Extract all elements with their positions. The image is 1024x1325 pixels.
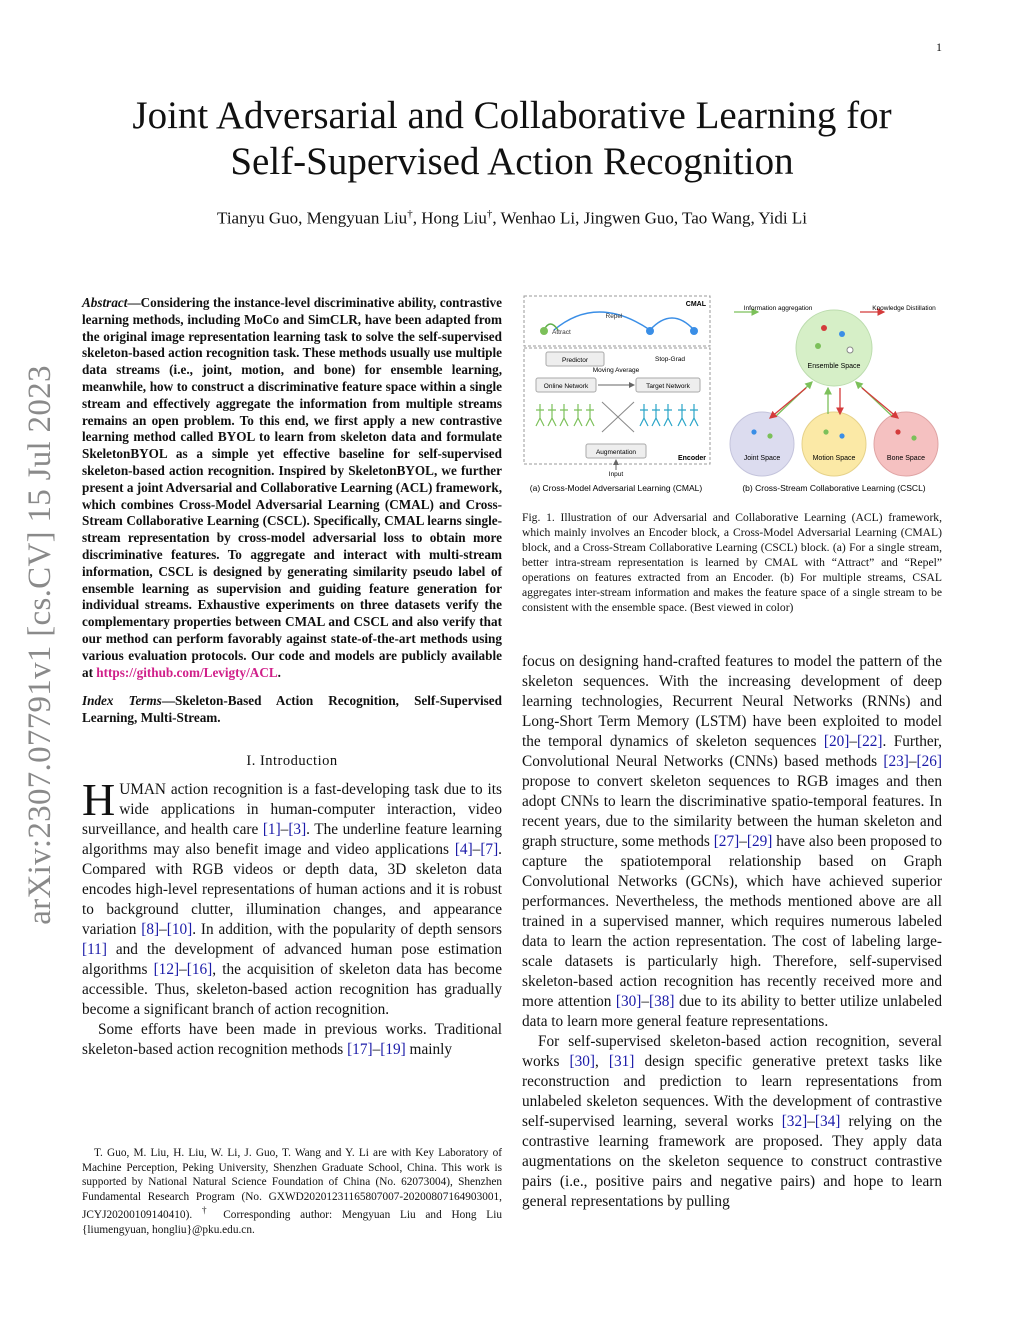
intro-paragraph-2 <box>82 1020 502 1060</box>
moving-average-label: Moving Average <box>592 367 640 374</box>
text-run: propose to convert skeleton sequences to RGB images and then adopt CNNs to learn the discriminative spatio-temporal features. In recent years, due to the similarity between the human skeleton and graph structure, some methods <box>522 773 942 850</box>
citation-link[interactable]: [19] <box>380 1040 406 1058</box>
skeleton-sequence-left <box>536 404 594 426</box>
text-run: UMAN action recognition is a fast-developing task due to its wide applications in human-computer interaction, video surveillance, and health care <box>82 780 502 838</box>
citation-link[interactable]: [4] <box>454 840 473 858</box>
text-run: – <box>472 840 481 858</box>
citation-link[interactable]: [38] <box>649 993 675 1010</box>
distillation-arrow <box>770 388 806 418</box>
bone-space-label: Bone Space <box>886 455 926 462</box>
text-run: For self-supervised skeleton-based action recognition, several works <box>522 1033 942 1070</box>
dagger-mark: † <box>486 208 493 220</box>
joint-space-label: Joint Space <box>743 455 781 462</box>
page-number: 1 <box>936 40 942 54</box>
subcaption-b: (b) Cross-Stream Collaborative Learning (CSCL) <box>742 483 926 493</box>
feature-dot <box>847 347 853 353</box>
text-run: – <box>372 1040 381 1058</box>
knowledge-distillation-legend: Knowledge Distillation <box>872 305 936 312</box>
text-run: focus on designing hand-crafted features to model the pattern of the skeleton sequences. With the increasing development of deep learning technologies, Recurrent Neural Networks (RNNs) and Long-Short Term Memory (LSTM) have been exploited to model the temporal dynamics of skeleton sequences <box>522 653 942 750</box>
text-run: mainly <box>405 1040 453 1058</box>
text-run: , the acquisition of skeleton data has become accessible. Thus, skeleton-based action recognition has gradually become a significant branch of action recognition. <box>82 960 502 1018</box>
feature-dot <box>839 331 845 337</box>
citation-link[interactable]: [3] <box>288 820 307 838</box>
citation-link[interactable]: [11] <box>82 940 107 958</box>
citation-link[interactable]: [31] <box>608 1053 635 1070</box>
joint-space-circle <box>730 412 794 476</box>
citation-link[interactable]: [16] <box>186 960 213 978</box>
text-run: – <box>179 960 187 978</box>
motion-space-circle <box>802 412 866 476</box>
feature-node <box>540 327 548 335</box>
text-run: and the development of advanced human pose estimation algorithms <box>82 940 502 978</box>
text-run: due to its ability to better utilize unlabeled data to learn more general feature representations. <box>522 993 942 1030</box>
stop-grad-label: Stop-Grad <box>655 356 685 363</box>
citation-link[interactable]: [26] <box>916 753 942 770</box>
repel-label: Repel <box>605 313 623 320</box>
text-run: design specific generative pretext tasks like reconstruction and prediction to learn representations from unlabeled skeleton sequences. With the development of contrastive self-supervised learning, several works <box>522 1053 942 1130</box>
text-run: – <box>807 1113 815 1130</box>
authors-part-1: Tianyu Guo, Mengyuan Liu <box>217 208 408 228</box>
footnote-text: T. Guo, M. Liu, H. Liu, W. Li, J. Guo, T. Wang and Y. Li are with Key Laboratory of Machine Perception, Peking University, Shenzhen Graduate School, China. This work is supported by National Natural Science Foundation of China (No. 62073004), Shenzhen Fundamental Research Program (No. GXWD20201231165807007-20200807164903001, JCYJ20200109140410). <box>82 1147 502 1222</box>
feature-node <box>646 327 654 335</box>
section-heading: I. Introduction <box>246 752 338 769</box>
encoder-label: Encoder <box>677 455 706 462</box>
text-run: – <box>908 753 917 770</box>
predictor-label: Predictor <box>561 357 589 364</box>
target-network-label: Target Network <box>646 383 690 390</box>
dagger-mark: † <box>201 1206 214 1217</box>
feature-dot <box>895 429 900 434</box>
dagger-mark: † <box>407 208 413 220</box>
code-link[interactable]: https://github.com/Levigty/ACL <box>96 664 278 680</box>
left-column <box>82 295 502 1060</box>
text-run: – <box>739 833 747 850</box>
intro-text <box>82 773 503 1060</box>
figure-1 <box>522 292 942 507</box>
abstract-text: —Considering the instance-level discriminative ability, contrastive learning methods, including MoCo and SimCLR, have been adapted from the original image representation learning task to solve the self-supervised skeleton-based action recognition task. These methods usually use multiple data streams (i.e., joint, motion, and bone) for ensemble learning, meanwhile, how to construct a discriminative feature space within a single stream and effectively aggregate the information from multiple streams remains an open problem. To this end, we first apply a new contrastive learning method called BYOL to learn from skeleton data and formulate SkeletonBYOL as a simple yet effective baseline for self-supervised skeleton-based action recognition. Inspired by SkeletonBYOL, we further present a joint Adversarial and Collaborative Learning (ACL) framework, which combines Cross-Model Adversarial Learning (CMAL) and Cross-Stream Collaborative Learning (CSCL). Specifically, CMAL learns single-stream representation by cross-model adversarial loss to obtain more discriminative features. To aggregate and interact with multi-stream information, CSCL is designed by generating similarity pseudo label of ensemble learning as supervision and guiding feature generation for individual streams. Exhaustive experiments on three datasets verify the complementary properties between CMAL and CSCL and also verify that our method can perform favorably against state-of-the-art methods using various evaluation protocols. Our code and models are publicly available at <box>82 295 502 680</box>
text-run: Some efforts have been made in previous works. Traditional skeleton-based action recognition methods <box>82 1020 502 1058</box>
aggregation-arrow <box>856 382 892 416</box>
feature-dot <box>751 429 756 434</box>
distillation-arrow <box>862 388 898 418</box>
cmal-label: CMAL <box>685 301 706 308</box>
index-terms-text: —Skeleton-Based Action Recognition, Self-Supervised Learning, Multi-Stream. <box>82 693 502 726</box>
text-run: . In addition, with the popularity of depth sensors <box>192 920 502 938</box>
citation-link[interactable]: [8] <box>141 920 160 938</box>
right-column-text <box>522 652 942 1212</box>
text-run: , <box>594 1053 609 1070</box>
text-run: – <box>849 733 858 750</box>
ensemble-space-label: Ensemble Space <box>807 363 861 370</box>
citation-link[interactable]: [34] <box>814 1113 841 1130</box>
authors-part-3: , Wenhao Li, Jingwen Guo, Tao Wang, Yidi Li <box>492 208 807 228</box>
abstract-end: . <box>277 664 281 680</box>
citation-link[interactable]: [27] <box>713 833 740 850</box>
feature-dot <box>767 433 772 438</box>
bone-space-circle <box>874 412 938 476</box>
title-line-2: Self-Supervised Action Recognition <box>230 140 794 183</box>
repel-arc <box>554 312 650 330</box>
text-run: – <box>641 993 649 1010</box>
feature-node <box>690 327 698 335</box>
citation-link[interactable]: [29] <box>746 833 773 850</box>
citation-link[interactable]: [22] <box>857 733 883 750</box>
text-run: . Further, Convolutional Neural Networks (CNNs) based methods <box>522 733 942 770</box>
motion-space-label: Motion Space <box>812 455 856 462</box>
citation-link[interactable]: [7] <box>480 840 499 858</box>
citation-link[interactable]: [30] <box>615 993 642 1010</box>
text-run: . Compared with RGB videos or depth data, 3D skeleton data encodes high-level representations of human actions and it is robust to background clutter, illumination changes, and appearance variation <box>82 840 502 938</box>
text-run: have also been proposed to capture the spatiotemporal relationship based on Graph Convolutional Networks (GCNs), which have achieved superior performances. Nevertheless, the methods mentioned above are all trained in a supervised manner, which requires numerous labeled data to learn the action representation. The cost of labeling large-scale datasets is particularly high. Therefore, self-supervised skeleton-based action recognition has recently received more and more attention <box>522 833 942 1010</box>
abstract <box>82 295 502 681</box>
footnote <box>82 1146 502 1237</box>
aggregation-arrow <box>776 382 812 416</box>
intro-paragraph-1 <box>82 773 503 1020</box>
index-terms-label: Index Terms <box>82 693 162 709</box>
right-paragraph-2 <box>522 1032 942 1212</box>
feature-dot <box>911 435 916 440</box>
repel-arc-2 <box>650 318 694 330</box>
feature-dot <box>821 325 827 331</box>
author-list <box>60 208 964 229</box>
drop-cap: H <box>82 773 116 825</box>
title-line-1: Joint Adversarial and Collaborative Learning for <box>132 94 892 137</box>
citation-link[interactable]: [20] <box>823 733 850 750</box>
footnote-text-2: Corresponding author: Mengyuan Liu and Hong Liu {liumengyuan, hongliu}@pku.edu.cn. <box>82 1209 502 1236</box>
citation-link[interactable]: [10] <box>166 920 193 938</box>
text-run: relying on the contrastive learning framework are proposed. They apply data augmentations on the skeleton sequence to construct contrastive pairs (i.e., positive pairs and negative pairs) and hope to learn general representations by pulling <box>522 1113 943 1210</box>
citation-link[interactable]: [17] <box>347 1040 373 1058</box>
citation-link[interactable]: [12] <box>153 960 180 978</box>
citation-link[interactable]: [1] <box>262 820 281 838</box>
feature-dot <box>839 433 844 438</box>
paper-title <box>60 93 964 185</box>
abstract-label: Abstract <box>82 295 128 310</box>
online-network-label: Online Network <box>543 383 589 390</box>
citation-link[interactable]: [23] <box>883 753 909 770</box>
text-run: . The underline feature learning algorithms may also benefit image and video applications <box>82 820 503 858</box>
authors-part-2: , Hong Liu <box>412 208 487 228</box>
citation-link[interactable]: [30] <box>569 1053 595 1070</box>
arxiv-stamp: arXiv:2307.07791v1 [cs.CV] 15 Jul 2023 <box>22 365 58 925</box>
attract-label: Attract <box>552 329 571 336</box>
skeleton-sequence-right <box>640 404 698 426</box>
subcaption-a: (a) Cross-Model Adversarial Learning (CMAL) <box>529 483 703 493</box>
figure-caption: Fig. 1. Illustration of our Adversarial and Collaborative Learning (ACL) framework, which mainly involves an Encoder block, a Cross-Model Adversarial Learning (CMAL) block, and a Cross-Stream Collaborative Learning (CSCL) block. (a) For a single stream, better intra-stream representation is learned by CMAL with “Attract” and “Repel” operations on features extracted from an Encoder. (b) For multiple streams, CSAL aggregates inter-stream information and makes the feature space of a single stream to be consistent with the ensemble space. (Best viewed in color) <box>522 511 942 614</box>
info-aggregation-legend: Information aggregation <box>743 305 813 312</box>
feature-dot <box>823 429 828 434</box>
right-paragraph-1 <box>522 652 942 1032</box>
input-label: Input <box>608 471 624 478</box>
citation-link[interactable]: [32] <box>781 1113 808 1130</box>
index-terms <box>82 693 502 727</box>
augmentation-label: Augmentation <box>595 449 637 456</box>
ensemble-space-circle <box>796 310 872 386</box>
text-run: – <box>280 820 289 838</box>
text-run: – <box>159 920 167 938</box>
feature-dot <box>815 343 821 349</box>
